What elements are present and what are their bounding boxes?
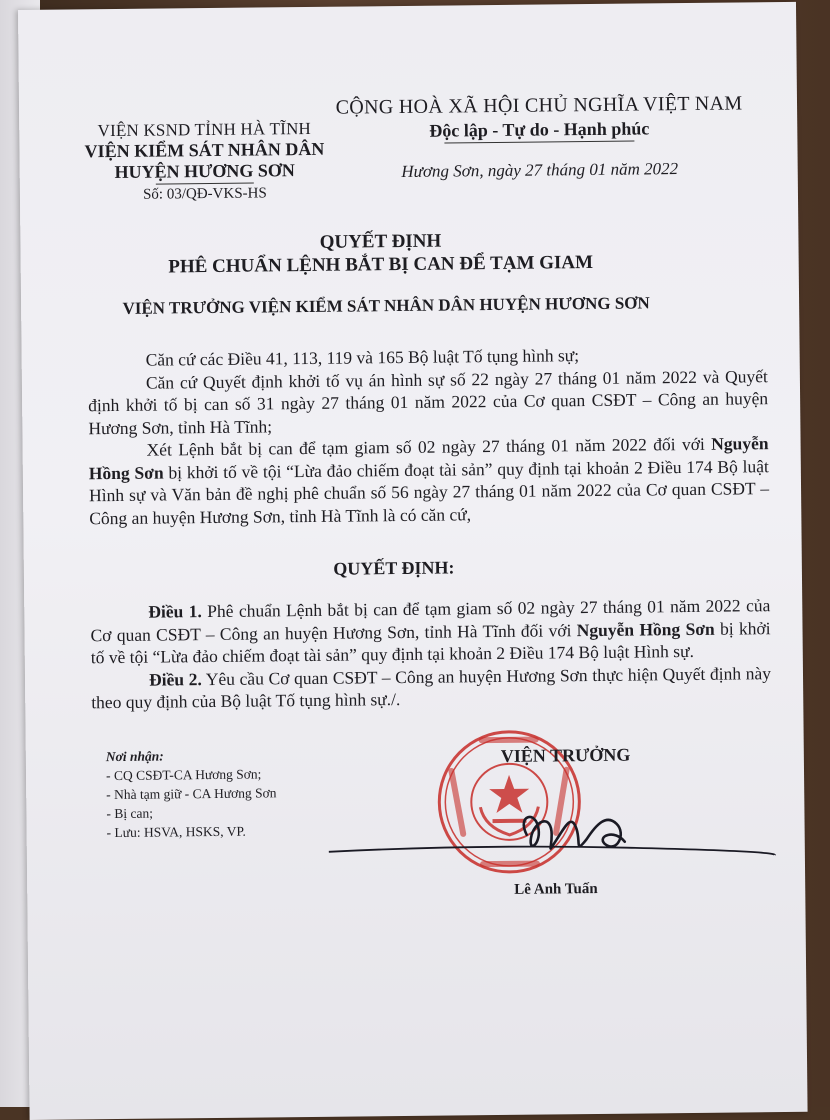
signatory-title: VIỆN TRƯỞNG xyxy=(500,744,631,766)
signature-stroke-icon xyxy=(327,837,777,862)
recipients-block xyxy=(106,745,277,842)
legal-basis-1: Căn cứ các Điều 41, 113, 119 và 165 Bộ luật Tố tụng hình sự; xyxy=(145,345,580,370)
suspect-name: Nguyễn Hồng Sơn xyxy=(88,433,769,483)
parent-agency: VIỆN KSND TỈNH HÀ TĨNH xyxy=(97,118,312,141)
article-2-label: Điều 2. xyxy=(148,668,202,690)
document-subject-title: PHÊ CHUẨN LỆNH BẮT BỊ CAN ĐỂ TẠM GIAM xyxy=(168,251,594,278)
issuer-title: VIỆN TRƯỞNG VIỆN KIỂM SÁT NHÂN DÂN HUYỆN HƯƠNG SƠN xyxy=(122,293,650,318)
signatory-name: Lê Anh Tuấn xyxy=(514,880,598,898)
article-1: Điều 1. Phê chuẩn Lệnh bắt bị can để tạm giam số 02 ngày 27 tháng 01 năm 2022 của Cơ quan CSĐT – Công an huyện Hương Sơn, tỉnh Hà Tĩnh đối với Nguyễn Hồng Sơn bị khởi tố về tội “Lừa đảo chiếm đoạt tài sản” quy định tại khoản 2 Điều 174 Bộ luật Hình sự. xyxy=(90,595,771,668)
recipient-item: - CQ CSĐT-CA Hương Sơn; xyxy=(105,766,262,784)
legal-basis-3: Xét Lệnh bắt bị can để tạm giam số 02 ngày 27 tháng 01 năm 2022 đối với Nguyễn Hồng Sơn bị khởi tố về tội “Lừa đảo chiếm đoạt tài sản” quy định tại khoản 2 Điều 174 Bộ luật Hình sự và Văn bản đề nghị phê chuẩn số 56 ngày 27 tháng 01 năm 2022 của Cơ quan CSĐT – Công an huyện Hương Sơn, tỉnh Hà Tĩnh là có căn cứ, xyxy=(88,433,770,528)
suspect-name-article: Nguyễn Hồng Sơn xyxy=(576,618,715,640)
agency-name: VIỆN KIỂM SÁT NHÂN DÂN xyxy=(84,138,325,162)
national-heading-block xyxy=(329,92,750,182)
document-page xyxy=(18,2,808,1120)
preamble xyxy=(88,342,770,529)
article-2: Điều 2. Yêu cầu Cơ quan CSĐT – Công an huyện Hương Sơn thực hiện Quyết định này theo quy định của Bộ luật Tố tụng hình sự./. xyxy=(91,662,772,713)
place-and-date: Hương Sơn, ngày 27 tháng 01 năm 2022 xyxy=(401,159,679,181)
handwritten-signature-icon xyxy=(496,783,647,875)
recipient-item: - Bị can; xyxy=(106,805,153,822)
document-type-title: QUYẾT ĐỊNH xyxy=(319,230,442,253)
document-number: Số: 03/QĐ-VKS-HS xyxy=(142,185,267,203)
article-1-label: Điều 1. xyxy=(148,601,202,622)
agency-district: HUYỆN HƯƠNG SƠN xyxy=(114,160,295,182)
recipient-item: - Lưu: HSVA, HSKS, VP. xyxy=(106,823,246,841)
recipients-heading: Nơi nhận: xyxy=(105,748,164,765)
national-motto: Độc lập - Tự do - Hạnh phúc xyxy=(429,118,650,141)
issuing-authority-block xyxy=(59,119,350,205)
decision-articles xyxy=(90,594,771,714)
recipient-item: - Nhà tạm giữ - CA Hương Sơn xyxy=(106,785,277,803)
decision-heading: QUYẾT ĐỊNH: xyxy=(333,557,455,579)
national-title: CỘNG HOÀ XÃ HỘI CHỦ NGHĨA VIỆT NAM xyxy=(335,92,743,119)
legal-basis-2: Căn cứ Quyết định khởi tố vụ án hình sự số 22 ngày 27 tháng 01 năm 2022 và Quyết định khởi tố bị can số 31 ngày 27 tháng 01 năm 2022 của Cơ quan CSĐT – Công an huyện Hương Sơn, tỉnh Hà Tĩnh; xyxy=(88,365,769,438)
